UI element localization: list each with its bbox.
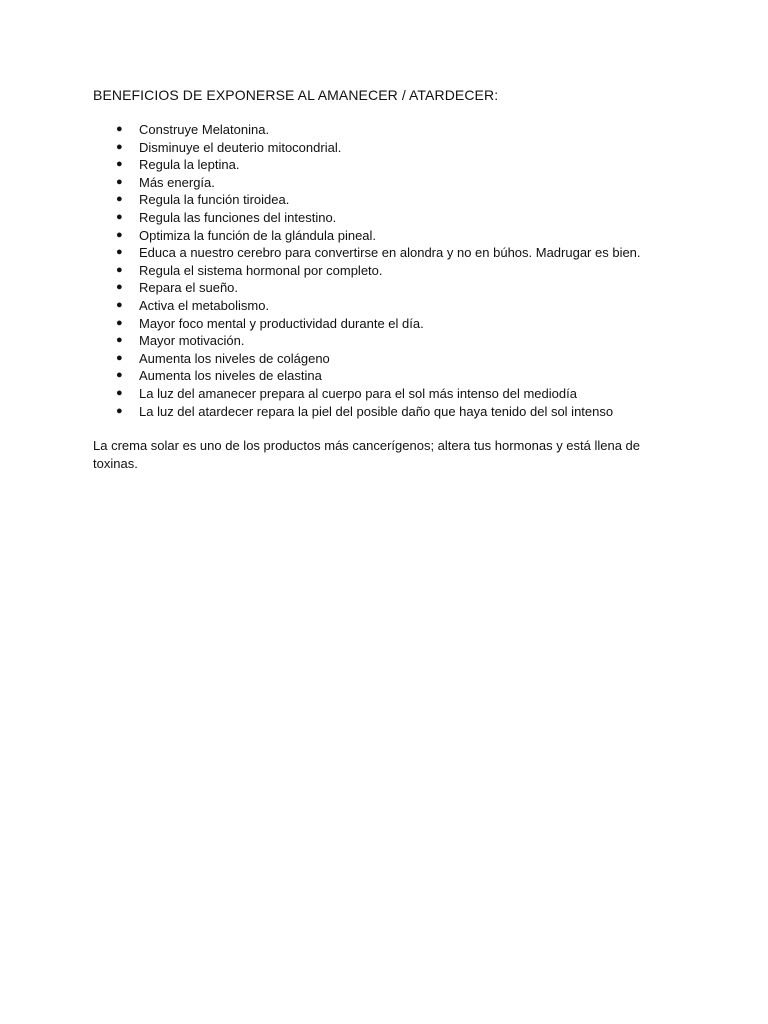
benefit-item [93, 315, 683, 333]
benefit-text: Aumenta los niveles de elastina [139, 368, 322, 384]
bullet-icon: ● [116, 263, 123, 276]
bullet-icon: ● [116, 351, 123, 364]
benefit-text: La luz del atardecer repara la piel del posible daño que haya tenido del sol intenso [139, 403, 614, 419]
benefit-text: Regula la leptina. [139, 157, 240, 173]
benefit-item [93, 350, 683, 368]
benefit-text: Regula las funciones del intestino. [139, 209, 337, 225]
benefit-text: La luz del amanecer prepara al cuerpo para el sol más intenso del mediodía [139, 385, 577, 401]
bullet-icon: ● [116, 369, 123, 382]
closing-paragraph: La crema solar es uno de los productos más cancerígenos; altera tus hormonas y está llena de toxinas. [93, 438, 641, 472]
benefit-item [93, 209, 683, 227]
bullet-icon: ● [116, 210, 123, 223]
benefit-text: Regula la función tiroidea. [139, 192, 290, 208]
benefit-item [93, 227, 683, 245]
benefit-item [93, 191, 683, 209]
bullet-icon: ● [116, 316, 123, 329]
benefit-text: Mayor foco mental y productividad durante el día. [139, 315, 424, 331]
benefit-item [93, 139, 683, 157]
benefit-item [93, 279, 683, 297]
bullet-icon: ● [116, 175, 123, 188]
benefit-text: Construye Melatonina. [139, 122, 270, 137]
benefit-text: Activa el metabolismo. [139, 297, 270, 313]
bullet-icon: ● [116, 158, 123, 171]
benefit-item [93, 121, 683, 139]
benefit-item [93, 244, 683, 262]
bullet-icon: ● [116, 334, 123, 347]
benefit-item [93, 297, 683, 315]
bullet-icon: ● [116, 281, 123, 294]
benefit-text: Más energía. [139, 174, 215, 190]
benefit-item [93, 385, 683, 403]
benefit-text: Repara el sueño. [139, 280, 239, 296]
benefit-item [93, 174, 683, 192]
benefit-text: Mayor motivación. [139, 333, 245, 349]
bullet-icon: ● [116, 228, 123, 241]
benefit-text: Aumenta los niveles de colágeno [139, 350, 330, 366]
benefit-item [93, 403, 683, 421]
benefit-text: Disminuye el deuterio mitocondrial. [139, 139, 342, 155]
benefit-text: Educa a nuestro cerebro para convertirse en alondra y no en búhos. Madrugar es bien. [139, 245, 641, 261]
benefit-item [93, 156, 683, 174]
benefit-text: Optimiza la función de la glándula pineal. [139, 227, 377, 243]
benefit-item [93, 332, 683, 350]
document-heading: BENEFICIOS DE EXPONERSE AL AMANECER / ATARDECER: [93, 87, 499, 103]
bullet-icon: ● [116, 404, 123, 417]
bullet-icon: ● [116, 123, 123, 135]
document-content [93, 86, 683, 473]
bullet-icon: ● [116, 140, 123, 153]
benefit-item [93, 262, 683, 280]
bullet-icon: ● [116, 386, 123, 399]
benefit-text: Regula el sistema hormonal por completo. [139, 262, 383, 278]
bullet-icon: ● [116, 246, 123, 259]
benefit-item [93, 367, 683, 385]
bullet-icon: ● [116, 193, 123, 206]
bullet-icon: ● [116, 298, 123, 311]
benefits-list [93, 121, 683, 420]
